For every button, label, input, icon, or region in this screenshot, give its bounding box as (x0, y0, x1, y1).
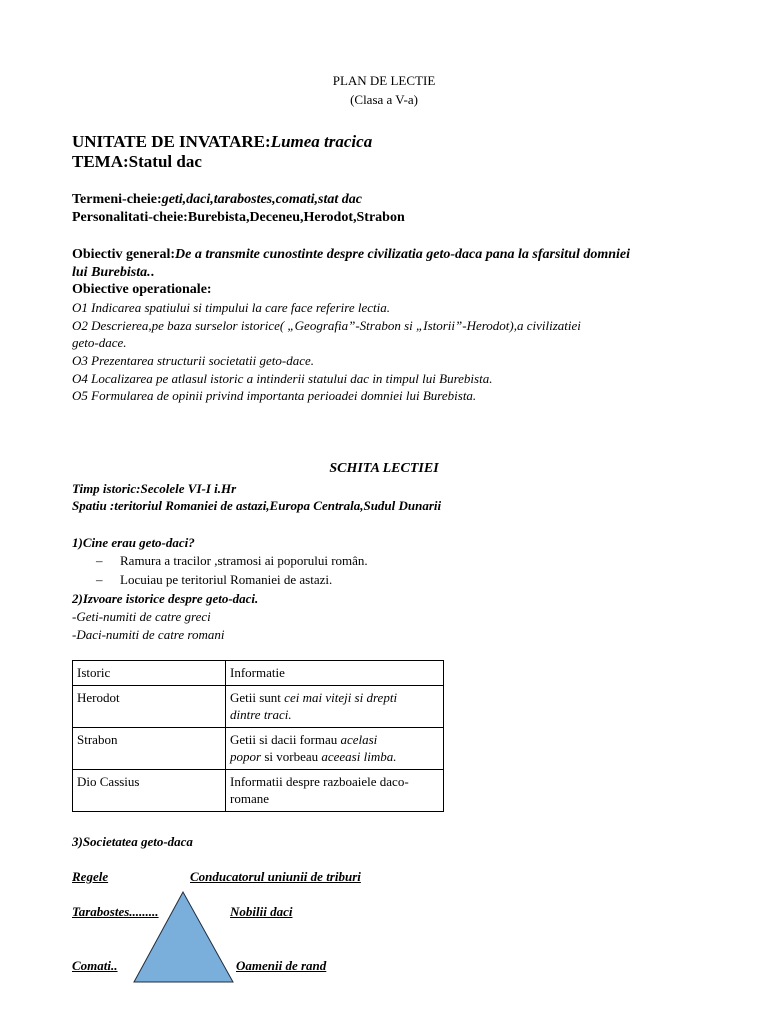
page-subtitle: (Clasa a V-a) (350, 92, 418, 107)
general-objective-text: De a transmite cunostinte despre civilizatia geto-daca pana la sfarsitul domniei (175, 247, 631, 262)
society-right-nobles: Nobilii daci (230, 904, 293, 919)
objective-o5: O5 Formularea de opinii privind importanta perioadei domniei lui Burebista. (72, 388, 477, 403)
info-italic-2: popor (230, 749, 262, 764)
historical-time: Timp istoric:Secolele VI-I i.Hr (72, 481, 237, 496)
general-objective-tail: . (150, 265, 155, 280)
unit-label: UNITATE DE INVATARE: (72, 132, 271, 151)
section1-heading: 1)Cine erau geto-daci? (72, 535, 195, 550)
section1-item-2-text: Locuiau pe teritoriul Romaniei de astazi. (120, 572, 333, 587)
personalities-value: Burebista,Deceneu,Herodot,Strabon (187, 210, 405, 225)
info-italic-cont: dintre traci. (230, 707, 292, 722)
general-objective-text-cont: lui Burebista. (72, 265, 151, 280)
page-title: PLAN DE LECTIE (332, 73, 436, 88)
objective-o2-cont: geto-dace. (72, 335, 127, 350)
section2-heading: 2)Izvoare istorice despre geto-daci. (72, 591, 259, 606)
info-italic: cei mai viteji si drepti (284, 690, 398, 705)
section1-item-2: – Locuiau pe teritoriul Romaniei de astazi. (96, 572, 333, 587)
society-left-king: Regele (72, 869, 109, 884)
info-text: Informatii despre razboaiele daco- (230, 774, 409, 789)
theme-value: Statul dac (128, 152, 202, 171)
society-left-nobles: Tarabostes......... (72, 904, 159, 919)
info-text: Getii si dacii formau (230, 732, 341, 747)
table-cell-name: Dio Cassius (73, 770, 226, 812)
table-header-info: Informatie (226, 661, 444, 686)
keywords-value: geti,daci,tarabostes,comati,stat dac (161, 192, 362, 207)
table-cell-name: Strabon (73, 728, 226, 770)
table-cell-name: Herodot (73, 686, 226, 728)
objective-o3: O3 Prezentarea structurii societatii geto-dace. (72, 353, 315, 368)
table-header-historian: Istoric (73, 661, 226, 686)
section1-item-1-text: Ramura a tracilor ,stramosi ai poporului român. (120, 553, 368, 568)
info-italic: acelasi (340, 732, 378, 747)
keywords-label: Termeni-cheie: (72, 192, 162, 207)
unit-value: Lumea tracica (270, 132, 373, 151)
operational-heading: Obiective operationale: (72, 282, 212, 297)
historical-space: Spatiu :teritoriul Romaniei de astazi,Europa Centrala,Sudul Dunarii (72, 498, 442, 513)
objective-o4: O4 Localizarea pe atlasul istoric a intinderii statului dac in timpul lui Burebista. (72, 371, 493, 386)
section2-line-1: -Geti-numiti de catre greci (72, 609, 211, 624)
section1-item-1: – Ramura a tracilor ,stramosi ai poporului român. (96, 553, 368, 568)
info-text-2: si vorbeau (261, 749, 322, 764)
info-italic-3: aceeasi limba. (321, 749, 397, 764)
info-text: Getii sunt (230, 690, 285, 705)
sketch-title: SCHITA LECTIEI (329, 461, 439, 476)
society-right-king: Conducatorul uniunii de triburi (190, 869, 361, 884)
society-left-commoners: Comati.. (72, 958, 118, 973)
section2-line-2: -Daci-numiti de catre romani (72, 627, 225, 642)
theme-label: TEMA: (72, 152, 129, 171)
info-text-cont: romane (230, 791, 269, 806)
personalities-label: Personalitati-cheie: (72, 210, 188, 225)
objective-o1: O1 Indicarea spatiului si timpului la care face referire lectia. (72, 300, 390, 315)
section3-heading: 3)Societatea geto-daca (72, 834, 193, 849)
objective-o2: O2 Descrierea,pe baza surselor istorice( „Geografia”-Strabon si „Istorii”-Herodot),a civilizatiei (72, 318, 581, 333)
general-objective-label: Obiectiv general: (72, 247, 176, 262)
society-right-commoners: Oamenii de rand (236, 958, 327, 973)
